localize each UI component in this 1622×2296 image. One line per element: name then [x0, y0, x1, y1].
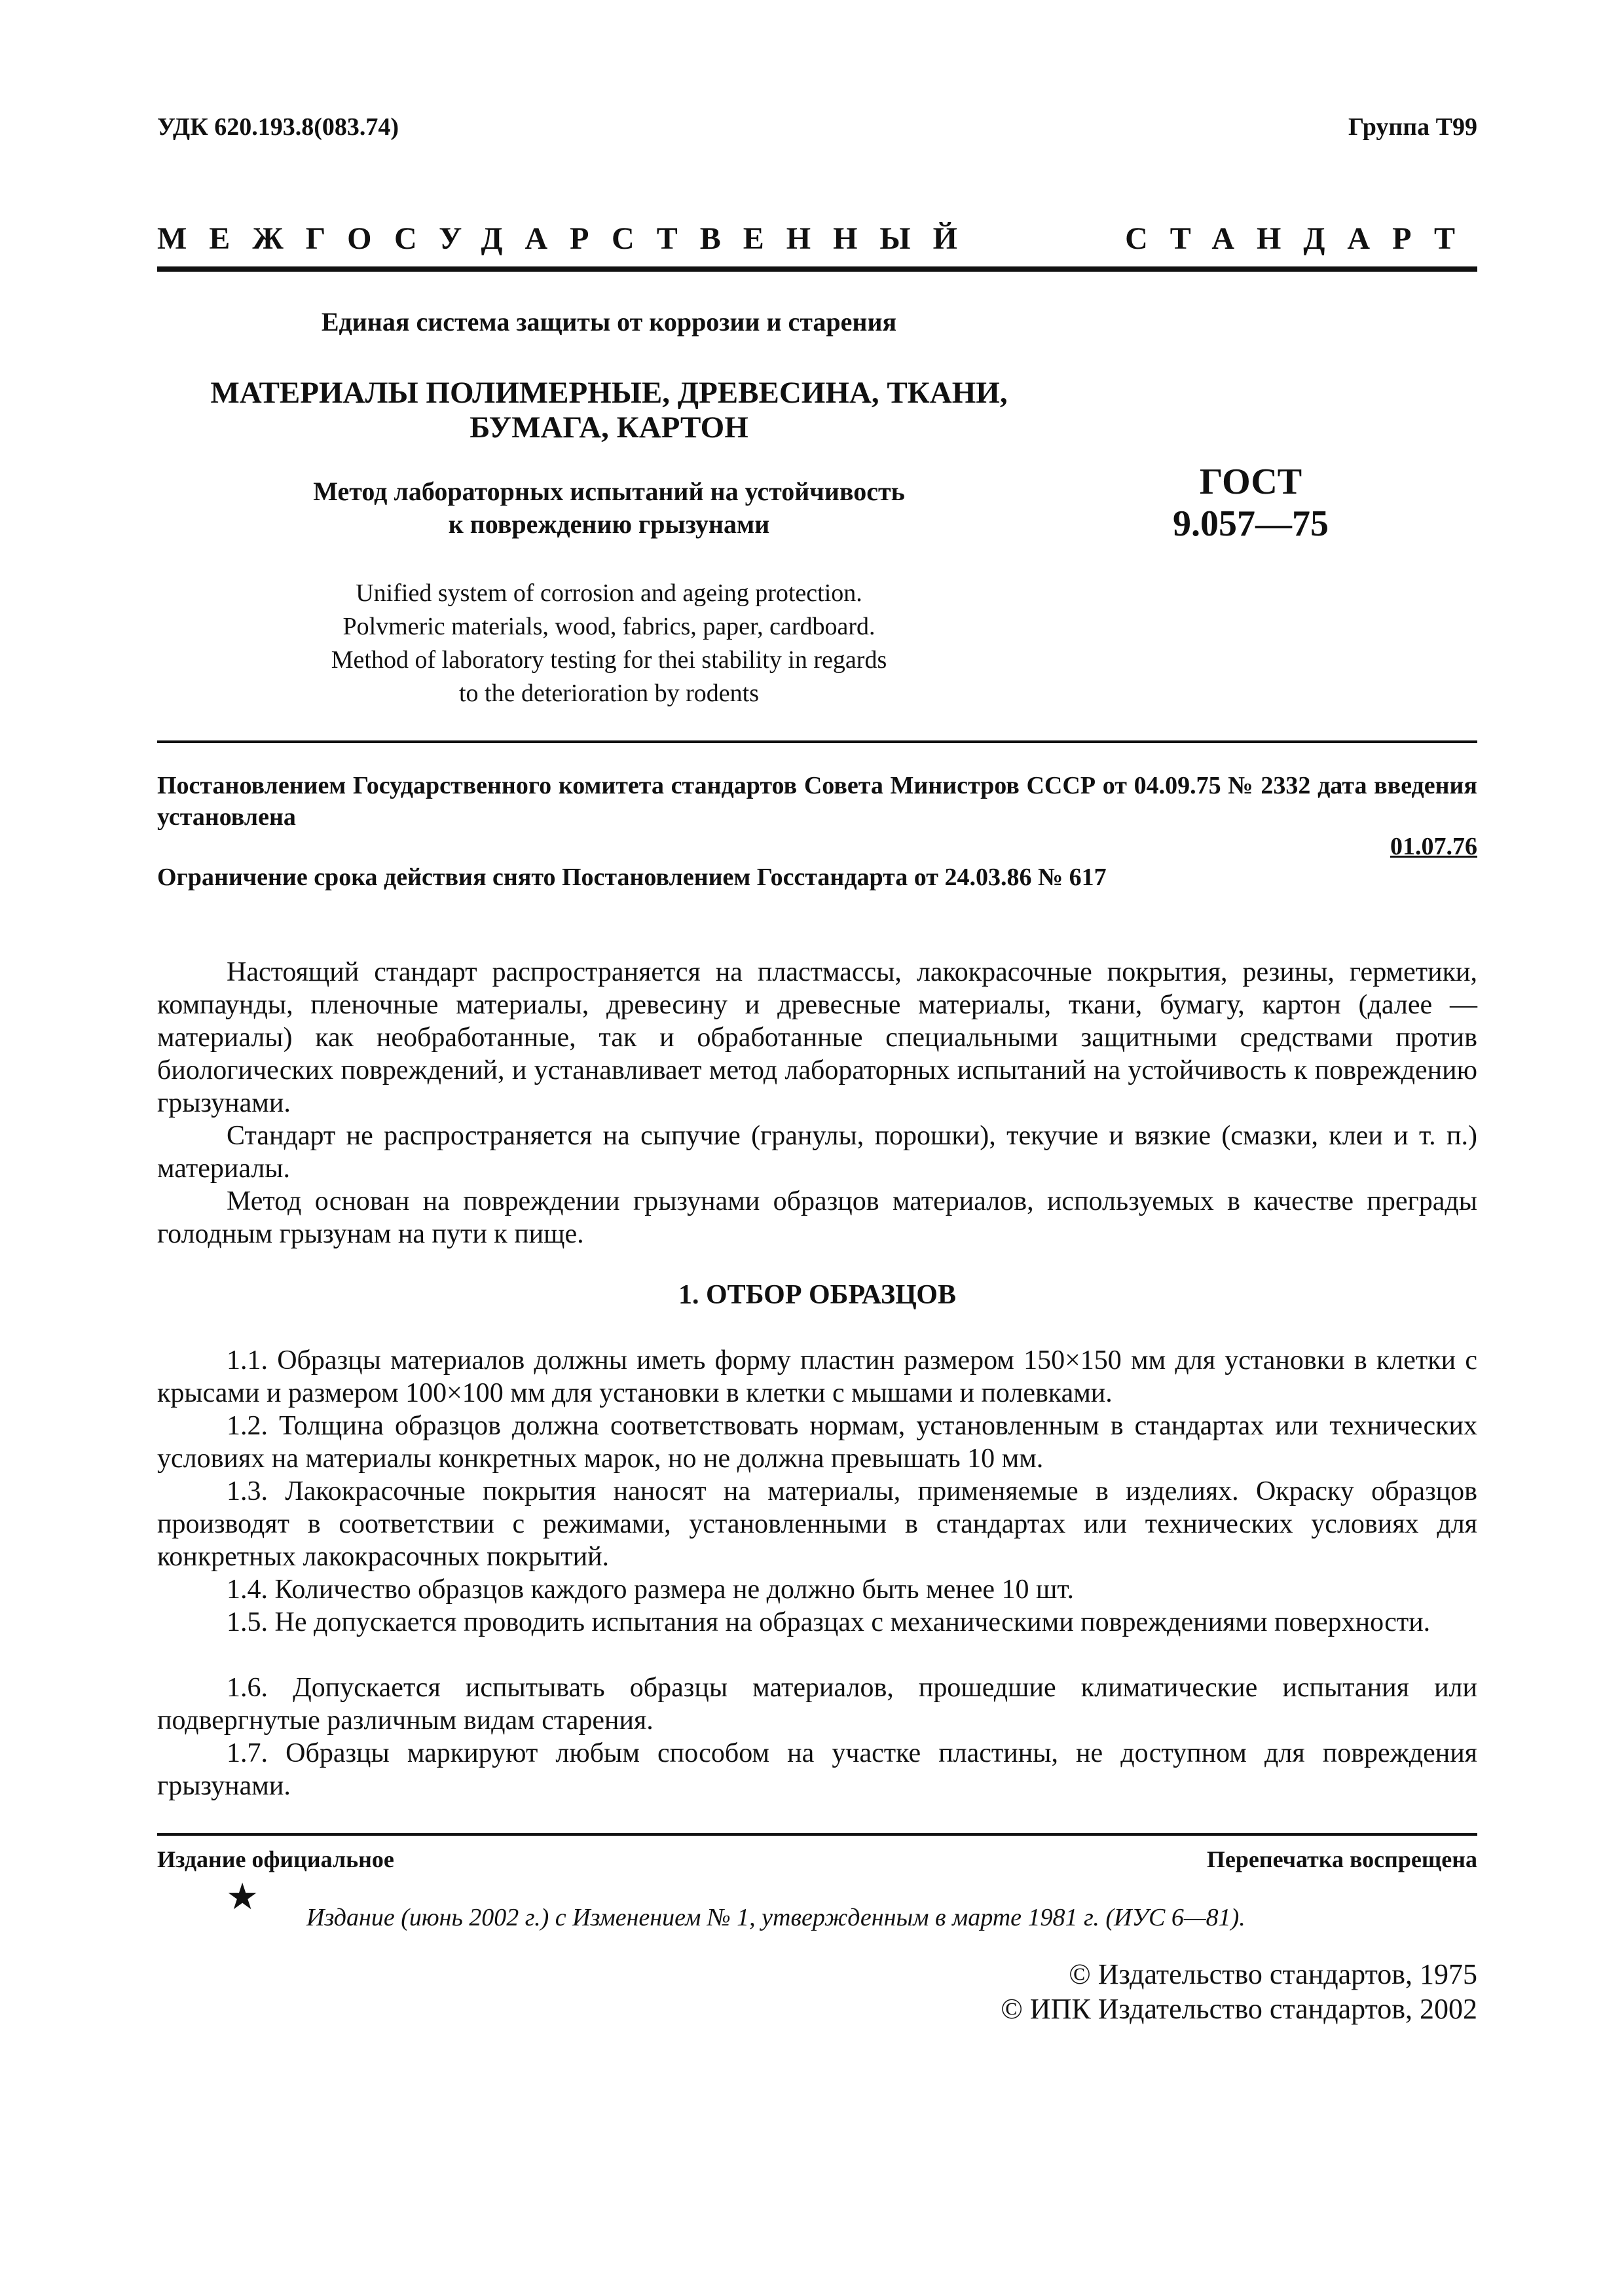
copyright-1975: © Издательство стандартов, 1975: [1069, 1958, 1477, 1990]
limitation-text: Ограничение срока действия снято Постановлением Госстандарта от 24.03.86 № 617: [157, 864, 1107, 891]
main-title-line2: БУМАГА, КАРТОН: [470, 410, 748, 445]
copyright-2002: © ИПК Издательство стандартов, 2002: [1001, 1993, 1477, 2025]
list-item: 1.1. Образцы материалов должны иметь форму пластин размером 150×150 мм для установки в клетки с крысами и размером 100×100 мм для установки в клетки с мышами и полевками.: [157, 1345, 1477, 1408]
main-title-line1: МАТЕРИАЛЫ ПОЛИМЕРНЫЕ, ДРЕВЕСИНА, ТКАНИ,: [210, 376, 1008, 410]
official-edition-label: Издание официальное: [157, 1846, 394, 1872]
gost-label: ГОСТ: [1199, 462, 1302, 502]
gost-number: 9.057—75: [1173, 503, 1329, 544]
udk-code: УДК 620.193.8(083.74): [157, 113, 399, 141]
reprint-notice: Перепечатка воспрещена: [1206, 1846, 1477, 1872]
method-title-line1: Метод лабораторных испытаний на устойчивость: [313, 477, 905, 506]
edition-note: Издание (июнь 2002 г.) с Изменением № 1, утвержденным в марте 1981 г. (ИУС 6—81).: [306, 1904, 1245, 1931]
standard-banner: МЕЖГОСУДАРСТВЕННЫЙ СТАНДАРТ: [157, 221, 1477, 256]
english-title-line1: Unified system of corrosion and ageing protection.: [356, 579, 862, 607]
list-item: 1.5. Не допускается проводить испытания на образцах с механическими повреждениями поверхности.: [227, 1607, 1431, 1637]
english-title-line3: Method of laboratory testing for thei stability in regards: [331, 646, 887, 674]
header-rule: [157, 266, 1477, 272]
intro-paragraph-1: Настоящий стандарт распространяется на пластмассы, лакокрасочные покрытия, резины, герметики, компаунды, пленочные материалы, древесину и древесные материалы, ткани, бумагу, картон (далее — материалы) как необработанные, так и обработанные специальными защитными средствами против биологических повреждений, и устанавливает метод лабораторных испытаний на устойчивость к повреждению грызунами.: [157, 957, 1477, 1118]
system-title: Единая система защиты от коррозии и старения: [321, 307, 897, 337]
decree-date: 01.07.76: [1390, 833, 1477, 860]
section-heading: 1. ОТБОР ОБРАЗЦОВ: [678, 1280, 956, 1310]
list-item: 1.6. Допускается испытывать образцы материалов, прошедшие климатические испытания или подвергнутые различным видам старения.: [157, 1673, 1477, 1736]
group-code: Группа Т99: [1348, 113, 1477, 141]
decree-text: Постановлением Государственного комитета стандартов Совета Министров СССР от 04.09.75 № 2332 дата введения установлена: [157, 772, 1477, 831]
list-item: 1.4. Количество образцов каждого размера не должно быть менее 10 шт.: [227, 1575, 1075, 1605]
star-icon: ★: [226, 1877, 259, 1918]
intro-paragraph-3: Метод основан на повреждении грызунами образцов материалов, используемых в качестве преграды голодным грызунам на пути к пище.: [157, 1186, 1477, 1249]
list-item: 1.7. Образцы маркируют любым способом на участке пластины, не доступном для повреждения грызунами.: [157, 1738, 1477, 1801]
intro-paragraph-2: Стандарт не распространяется на сыпучие (гранулы, порошки), текучие и вязкие (смазки, клеи и т. п.) материалы.: [157, 1121, 1477, 1184]
method-title-line2: к повреждению грызунами: [448, 509, 770, 539]
english-title-line4: to the deterioration by rodents: [459, 680, 759, 707]
english-title-line2: Polvmeric materials, wood, fabrics, paper, cardboard.: [342, 613, 876, 640]
footer-rule: [157, 1833, 1477, 1836]
list-item: 1.2. Толщина образцов должна соответствовать нормам, установленным в стандартах или технических условиях на материалы конкретных марок, но не должна превышать 10 мм.: [157, 1411, 1477, 1474]
title-rule: [157, 740, 1477, 743]
list-item: 1.3. Лакокрасочные покрытия наносят на материалы, применяемые в изделиях. Окраску образцов производят в соответствии с режимами, установленными в стандартах или технических условиях для конкретных лакокрасочных покрытий.: [157, 1476, 1477, 1572]
